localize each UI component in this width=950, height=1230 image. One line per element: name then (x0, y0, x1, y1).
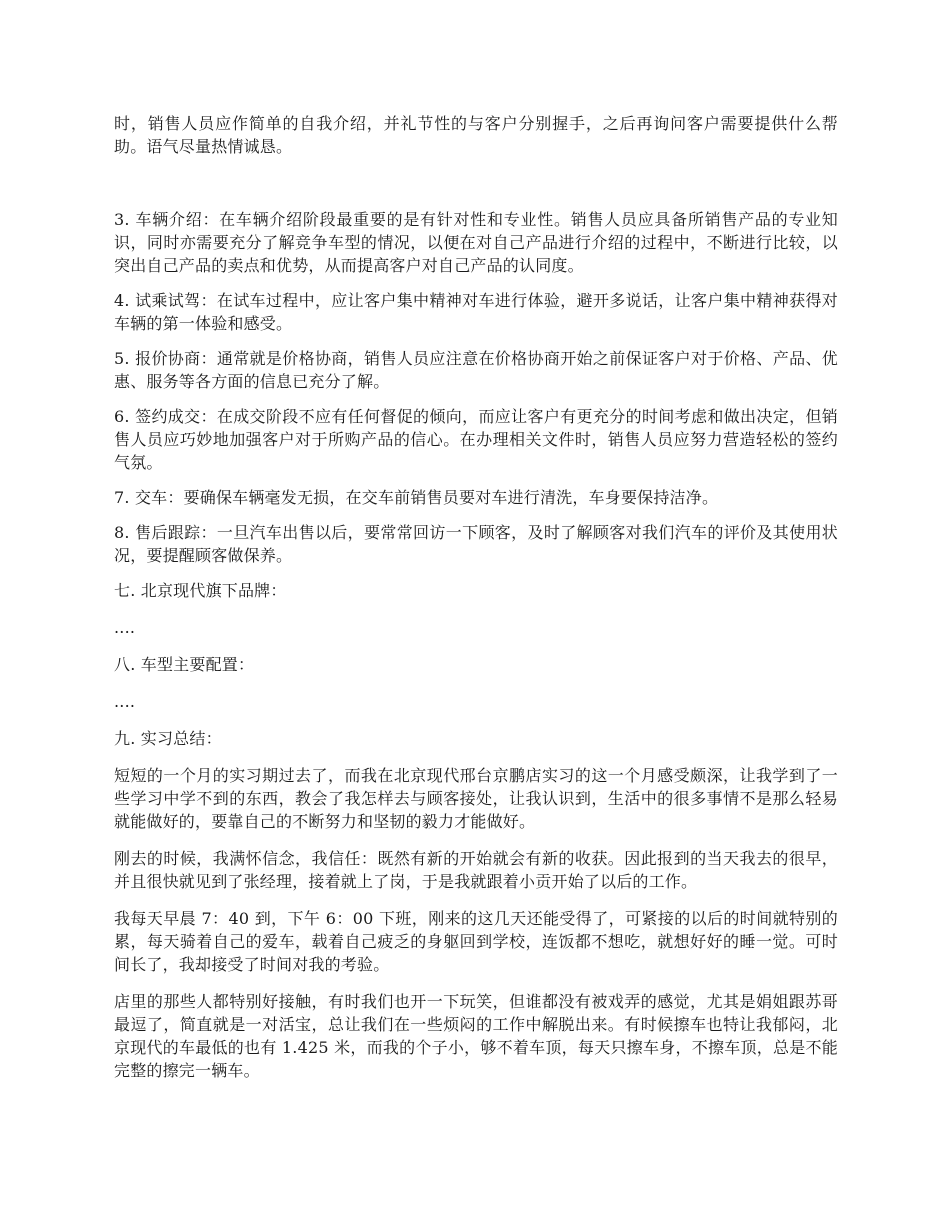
section7-content: .... (114, 618, 136, 637)
step-price-negotiation: 5. 报价协商：通常就是价格协商，销售人员应注意在价格协商开始之前保证客户对于价格、产品、优惠、服务等各方面的信息已充分了解。 (114, 349, 838, 391)
step-vehicle-introduction: 3. 车辆介绍：在车辆介绍阶段最重要的是有针对性和专业性。销售人员应具备所销售产品的专业知识，同时亦需要充分了解竞争车型的情况，以便在对自己产品进行介绍的过程中，不断进行比较，以突出自己产品的卖点和优势，从而提高客户对自己产品的认同度。 (114, 210, 838, 275)
summary-paragraph: 短短的一个月的实习期过去了，而我在北京现代邢台京鹏店实习的这一个月感受颇深，让我学到了一些学习中学不到的东西，教会了我怎样去与顾客接处，让我认识到，生活中的很多事情不是那么轻易就能做好的，要靠自己的不断努力和坚韧的毅力才能做好。 (114, 766, 838, 831)
section8-content: .... (114, 692, 136, 711)
section7-heading: 七. 北京现代旗下品牌： (114, 581, 287, 600)
step-test-drive: 4. 试乘试驾：在试车过程中，应让客户集中精神对车进行体验，避开多说话，让客户集中精神获得对车辆的第一体验和感受。 (114, 291, 838, 333)
document-page (114, 112, 838, 1096)
intro-paragraph: 时，销售人员应作简单的自我介绍，并礼节性的与客户分别握手，之后再询问客户需要提供什么帮助。语气尽量热情诚恳。 (114, 114, 838, 156)
section8-heading: 八. 车型主要配置： (114, 655, 255, 674)
step-after-sales: 8. 售后跟踪：一旦汽车出售以后，要常常回访一下顾客，及时了解顾客对我们汽车的评价及其使用状况，要提醒顾客做保养。 (114, 523, 838, 565)
summary-paragraph: 我每天早晨 7：40 到，下午 6：00 下班，刚来的这几天还能受得了，可紧接的以后的时间就特别的累，每天骑着自己的爱车，载着自己疲乏的身躯回到学校，连饭都不想吃，就想好好的睡一觉。可时间长了，我却接受了时间对我的考验。 (114, 909, 838, 974)
summary-paragraph: 刚去的时候，我满怀信念，我信任：既然有新的开始就会有新的收获。因此报到的当天我去的很早，并且很快就见到了张经理，接着就上了岗，于是我就跟着小贡开始了以后的工作。 (114, 849, 838, 891)
step-delivery: 7. 交车：要确保车辆毫发无损，在交车前销售员要对车进行清洗，车身要保持洁净。 (114, 488, 719, 507)
section9-heading: 九. 实习总结： (114, 729, 222, 748)
step-signing-deal: 6. 签约成交：在成交阶段不应有任何督促的倾向，而应让客户有更充分的时间考虑和做出决定，但销售人员应巧妙地加强客户对于所购产品的信心。在办理相关文件时，销售人员应努力营造轻松的签约气氛。 (114, 407, 838, 472)
summary-paragraph: 店里的那些人都特别好接触，有时我们也开一下玩笑，但谁都没有被戏弄的感觉，尤其是娟姐跟苏哥最逗了，简直就是一对活宝，总让我们在一些烦闷的工作中解脱出来。有时候擦车也特让我郁闷，北京现代的车最低的也有 1.425 米，而我的个子小，够不着车顶，每天只擦车身，不擦车顶，总是不能完整的擦完一辆车。 (114, 992, 838, 1080)
